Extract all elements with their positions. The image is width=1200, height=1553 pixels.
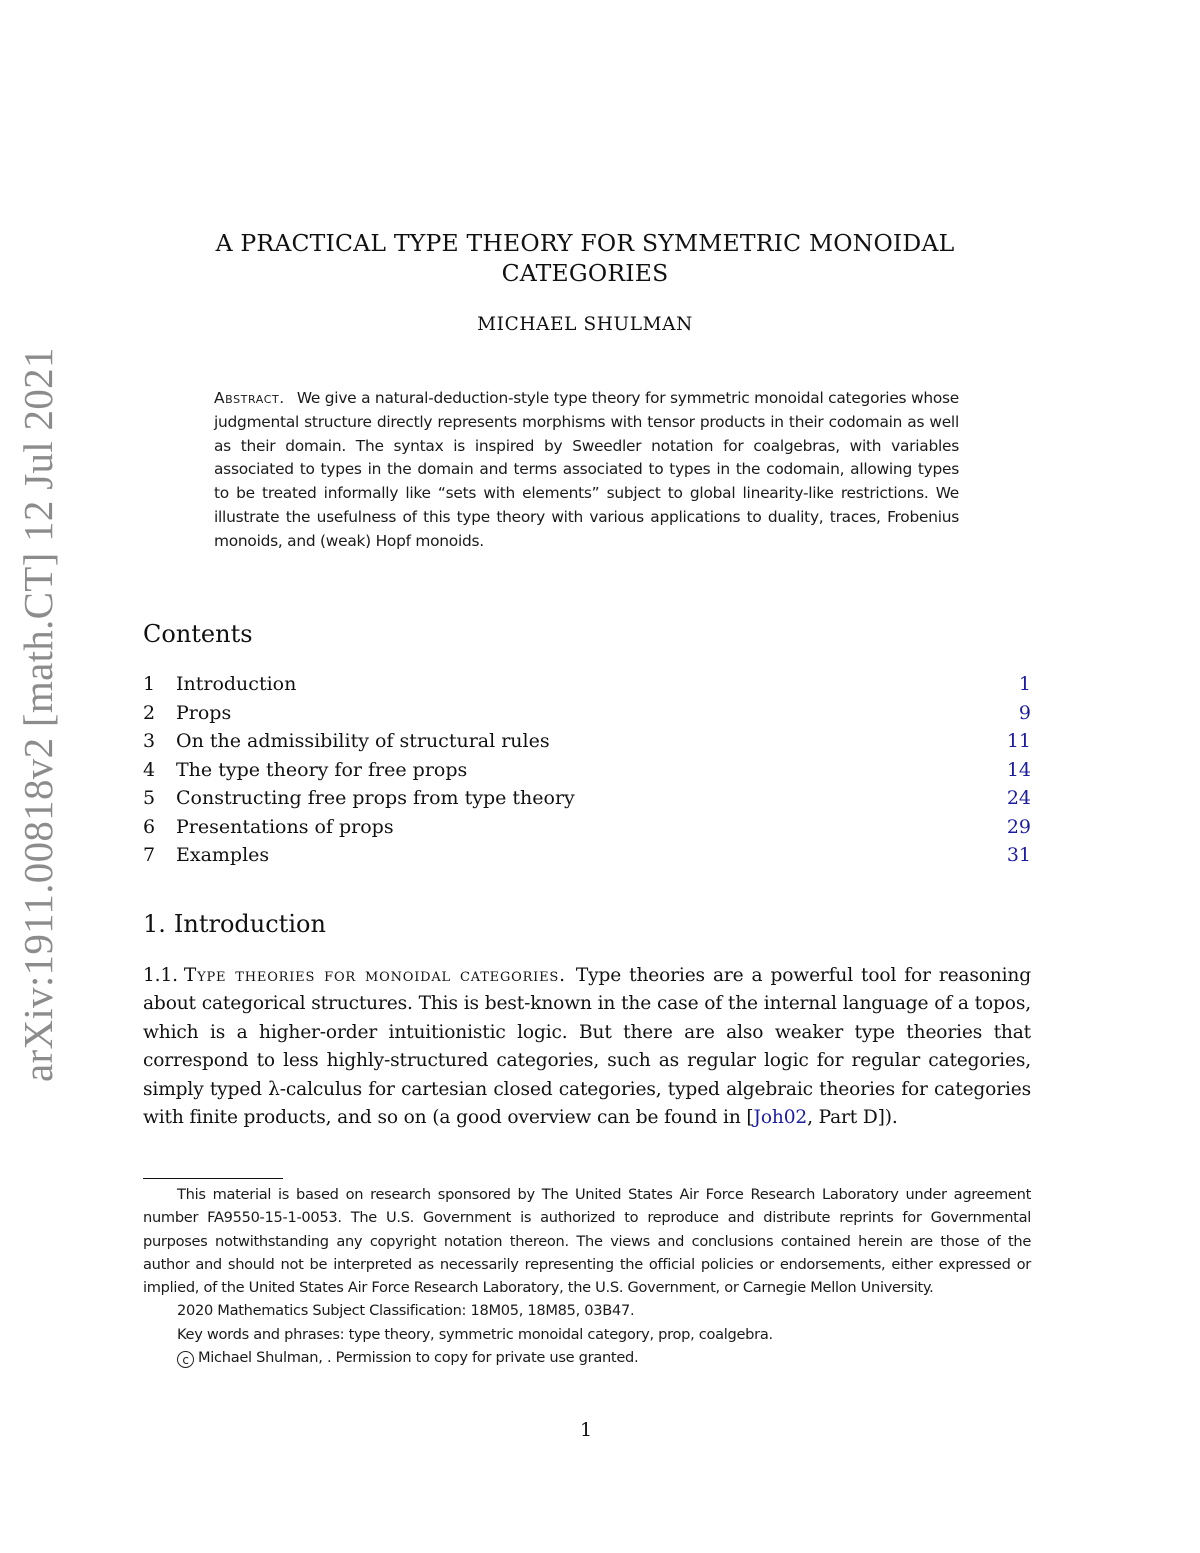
funding-note: This material is based on research sponsored by The United States Air Force Research Laboratory under agreement number FA9550-15-1-0053. The U.S. Government is authorized to reproduce and distribute reprints for Governmental purposes notwithstanding any copyright notation thereon. The views and conclusions contained herein are those of the author and should not be interpreted as necessarily representing the official policies or endorsements, either expressed or implied, of the United States Air Force Research Laboratory, the U.S. Government, or Carnegie Mellon University. [143, 1186, 1031, 1297]
toc-page-link[interactable]: 1 [1018, 673, 1031, 695]
title-line-1: A PRACTICAL TYPE THEORY FOR SYMMETRIC MONOIDAL [215, 229, 955, 257]
toc-title: Presentations of props [176, 815, 394, 838]
section-title: Introduction [173, 910, 326, 938]
toc-title: Introduction [176, 673, 297, 695]
toc-title: Constructing free props from type theory [176, 787, 575, 809]
toc-title: Examples [176, 844, 270, 866]
toc-number: 7 [143, 844, 156, 866]
footnote-rule [143, 1178, 283, 1179]
toc-entry[interactable] [143, 727, 1031, 756]
toc-number: 1 [143, 673, 156, 695]
arxiv-stamp: arXiv:1911.00818v2 [math.CT] 12 Jul 2021 [15, 347, 61, 1082]
body-paragraph [143, 962, 1031, 1132]
toc-number: 4 [143, 758, 156, 781]
abstract [214, 387, 959, 554]
paragraph-text: Type theories are a powerful tool for reasoning about categorical structures. This is best-known in the case of the internal language of a topos, which is a higher-order intuitionistic logic. But there are also weaker type theories that correspond to less highly-structured categories, such as regular logic for regular categories, simply typed λ-calculus for cartesian closed categories, typed algebraic theories for categories with finite products, and so on (a good overview can be found in [ [143, 965, 1032, 1129]
keywords: Key words and phrases: type theory, symmetric monoidal category, prop, coalgebra. [177, 1325, 773, 1343]
toc-number: 3 [143, 730, 156, 752]
citation-link[interactable]: Joh02 [753, 1107, 808, 1129]
toc-page-link[interactable]: 11 [1006, 730, 1031, 752]
toc-page-link[interactable]: 14 [1006, 758, 1031, 781]
author-name: MICHAEL SHULMAN [477, 314, 693, 335]
toc-page-link[interactable]: 29 [1006, 815, 1031, 838]
title-line-2: CATEGORIES [501, 259, 669, 287]
toc-title: On the admissibility of structural rules [176, 730, 550, 752]
footnotes [143, 1183, 1031, 1369]
toc-title: The type theory for free props [176, 758, 468, 781]
toc-number: 6 [143, 815, 156, 838]
contents-heading: Contents [143, 620, 253, 648]
msc-classification: 2020 Mathematics Subject Classification: 18M05, 18M85, 03B47. [177, 1302, 635, 1320]
section-heading [143, 910, 326, 938]
paper-title [150, 228, 1020, 288]
toc-number: 2 [143, 701, 156, 724]
toc-entry[interactable] [143, 784, 1031, 813]
paragraph-text-end: , Part D]). [807, 1107, 898, 1129]
copyright-line [143, 1346, 1031, 1369]
abstract-text: We give a natural-deduction-style type theory for symmetric monoidal categories whose judgmental structure directly represents morphisms with tensor products in their codomain as well as their domain. The syntax is inspired by Sweedler notation for coalgebras, with variables associated to types in the domain and terms associated to types in the codomain, allowing types to be treated informally like “sets with elements” subject to global linearity-like restrictions. We illustrate the usefulness of this type theory with various applications to duality, traces, Frobenius monoids, and (weak) Hopf monoids. [214, 389, 959, 550]
toc-entry[interactable] [143, 670, 1031, 699]
section-number: 1. [143, 910, 166, 938]
toc-entry[interactable] [143, 841, 1031, 870]
toc-entry[interactable] [143, 756, 1031, 785]
toc-page-link[interactable]: 9 [1018, 701, 1031, 724]
toc-page-link[interactable]: 24 [1006, 787, 1031, 809]
subsection-title: Type theories for monoidal categories. [183, 965, 566, 986]
toc-entry[interactable] [143, 699, 1031, 728]
toc-page-link[interactable]: 31 [1006, 844, 1031, 866]
copyright-icon: c [177, 1351, 194, 1368]
toc-number: 5 [143, 787, 156, 809]
copyright-text: Michael Shulman, . Permission to copy for private use granted. [198, 1349, 639, 1367]
abstract-label: Abstract. [214, 389, 285, 407]
toc-title: Props [176, 701, 232, 724]
table-of-contents [143, 670, 1031, 870]
subsection-number: 1.1. [143, 965, 178, 986]
page-number: 1 [579, 1419, 593, 1441]
toc-entry[interactable] [143, 813, 1031, 842]
